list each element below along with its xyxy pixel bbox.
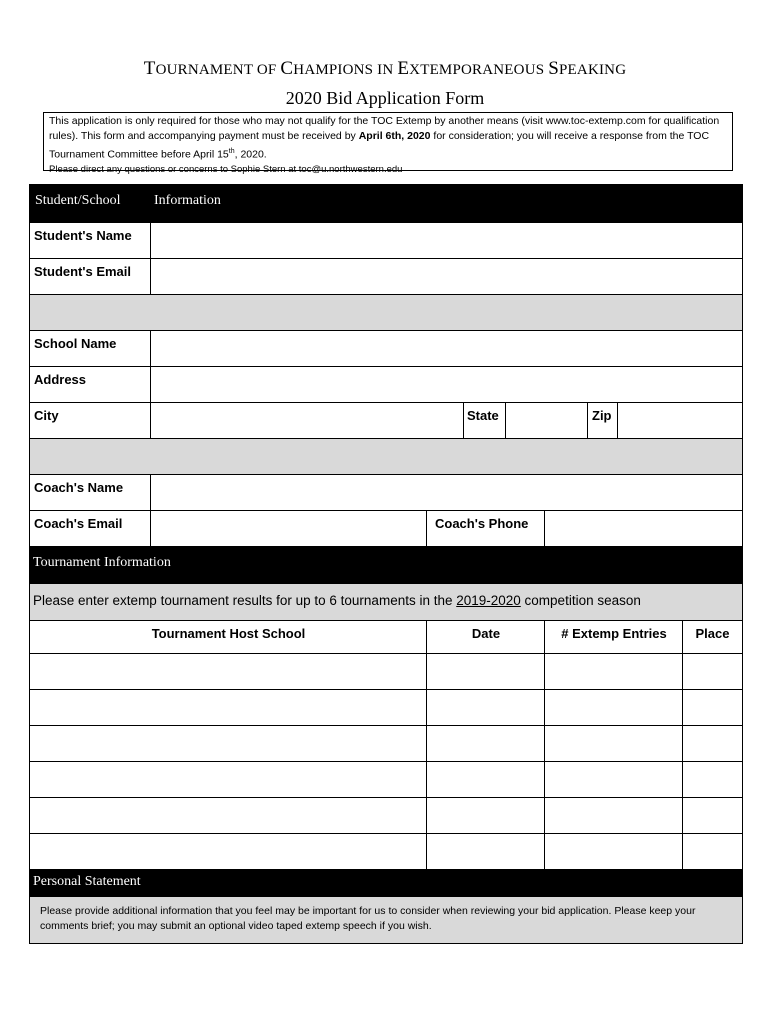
coach-name-label: Coach's Name <box>34 480 124 495</box>
date-cell[interactable] <box>427 690 545 725</box>
notice-text-part: This application is only required for those who may not qualify for the TOC Extemp by another means (visit www.toc-extemp.com for qualification rules). This form and accompanying payment must be received by <box>49 115 720 142</box>
tournament-instruction <box>33 593 641 608</box>
contact-text: Please direct any questions or concerns to Sophie Stern at toc@u.northwestern.edu <box>49 163 403 175</box>
place-cell[interactable] <box>683 762 742 797</box>
date-cell[interactable] <box>427 762 545 797</box>
instruction-text: Please enter extemp tournament results for up to 6 tournaments in the <box>33 593 457 608</box>
place-cell[interactable] <box>683 654 742 689</box>
entries-cell[interactable] <box>545 654 683 689</box>
entries-cell[interactable] <box>545 762 683 797</box>
address-row <box>30 367 742 403</box>
state-label: State <box>467 408 499 423</box>
title-part: T <box>143 58 156 79</box>
student-email-row <box>30 259 742 295</box>
coach-name-row <box>30 475 742 511</box>
place-cell[interactable] <box>683 798 742 833</box>
section-heading: Student/School <box>35 193 121 208</box>
city-field[interactable] <box>151 403 464 438</box>
personal-statement-area[interactable] <box>30 897 742 943</box>
title-part: HAMPIONS IN <box>293 62 398 78</box>
place-cell[interactable] <box>683 726 742 761</box>
coach-email-label: Coach's Email <box>34 516 123 531</box>
title-part: OURNAMENT OF <box>155 62 281 78</box>
section-heading: Information <box>154 193 221 208</box>
zip-field[interactable] <box>618 403 742 438</box>
title-part: PEAKING <box>559 62 627 78</box>
address-label: Address <box>34 372 87 387</box>
entries-cell[interactable] <box>545 834 683 869</box>
column-header: # Extemp Entries <box>561 626 667 641</box>
entries-cell[interactable] <box>545 726 683 761</box>
host-school-cell[interactable] <box>30 726 427 761</box>
table-row <box>30 690 742 726</box>
deadline: April 6th, 2020 <box>358 130 431 142</box>
form-subtitle: 2020 Bid Application Form <box>285 88 485 108</box>
table-row <box>30 654 742 690</box>
tournament-instruction-row <box>30 584 742 621</box>
date-cell[interactable] <box>427 834 545 869</box>
title-part: C <box>280 58 294 79</box>
results-table-header <box>30 621 742 654</box>
student-email-label: Student's Email <box>34 264 131 279</box>
spacer-row <box>30 439 742 475</box>
application-form <box>29 184 743 944</box>
section-heading: Tournament Information <box>33 555 171 570</box>
host-school-cell[interactable] <box>30 834 427 869</box>
student-email-field[interactable] <box>151 259 742 294</box>
entries-cell[interactable] <box>545 798 683 833</box>
table-row <box>30 834 742 870</box>
notice-text-part: , 2020. <box>234 148 267 161</box>
column-header: Date <box>471 626 501 641</box>
zip-label: Zip <box>592 408 612 423</box>
date-cell[interactable] <box>427 798 545 833</box>
column-header: Tournament Host School <box>151 626 306 641</box>
notice-box <box>43 112 733 175</box>
personal-instruction: Please provide additional information that you feel may be important for us to consider when reviewing your bid application. Please keep your comments brief; you may submit an optional video taped extemp speech if you wish. <box>40 905 696 932</box>
state-field[interactable] <box>506 403 588 438</box>
school-name-row <box>30 331 742 367</box>
title-part: XTEMPORANEOUS <box>409 62 549 78</box>
coach-name-field[interactable] <box>151 475 742 510</box>
host-school-cell[interactable] <box>30 654 427 689</box>
student-name-row <box>30 223 742 259</box>
notice-text-part: for consideration; you will receive a response from the TOC Tournament Committee before April 15 <box>49 130 710 161</box>
school-name-field[interactable] <box>151 331 742 366</box>
school-name-label: School Name <box>34 336 117 351</box>
title-part: E <box>397 58 410 79</box>
notice-text <box>49 114 727 163</box>
spacer-row <box>30 295 742 331</box>
instruction-text: competition season <box>520 593 641 608</box>
host-school-cell[interactable] <box>30 690 427 725</box>
date-cell[interactable] <box>427 654 545 689</box>
column-header: Place <box>695 626 730 641</box>
address-field[interactable] <box>151 367 742 402</box>
title-part: S <box>548 58 560 79</box>
table-row <box>30 798 742 834</box>
student-name-label: Student's Name <box>34 228 132 243</box>
place-cell[interactable] <box>683 834 742 869</box>
date-cell[interactable] <box>427 726 545 761</box>
table-row <box>30 762 742 798</box>
coach-phone-label: Coach's Phone <box>435 516 529 531</box>
personal-section-header <box>30 869 742 897</box>
season: 2019-2020 <box>456 593 521 608</box>
student-name-field[interactable] <box>151 223 742 258</box>
tournament-section-header <box>30 547 742 584</box>
city-state-zip-row <box>30 403 742 439</box>
table-row <box>30 726 742 762</box>
host-school-cell[interactable] <box>30 762 427 797</box>
coach-email-field[interactable] <box>151 511 427 546</box>
form-title <box>0 58 770 80</box>
coach-phone-field[interactable] <box>545 511 742 546</box>
city-label: City <box>34 408 59 423</box>
host-school-cell[interactable] <box>30 798 427 833</box>
coach-email-phone-row <box>30 511 742 547</box>
superscript: th <box>228 148 235 155</box>
entries-cell[interactable] <box>545 690 683 725</box>
section-heading: Personal Statement <box>33 874 141 889</box>
place-cell[interactable] <box>683 690 742 725</box>
student-section-header <box>30 185 742 223</box>
